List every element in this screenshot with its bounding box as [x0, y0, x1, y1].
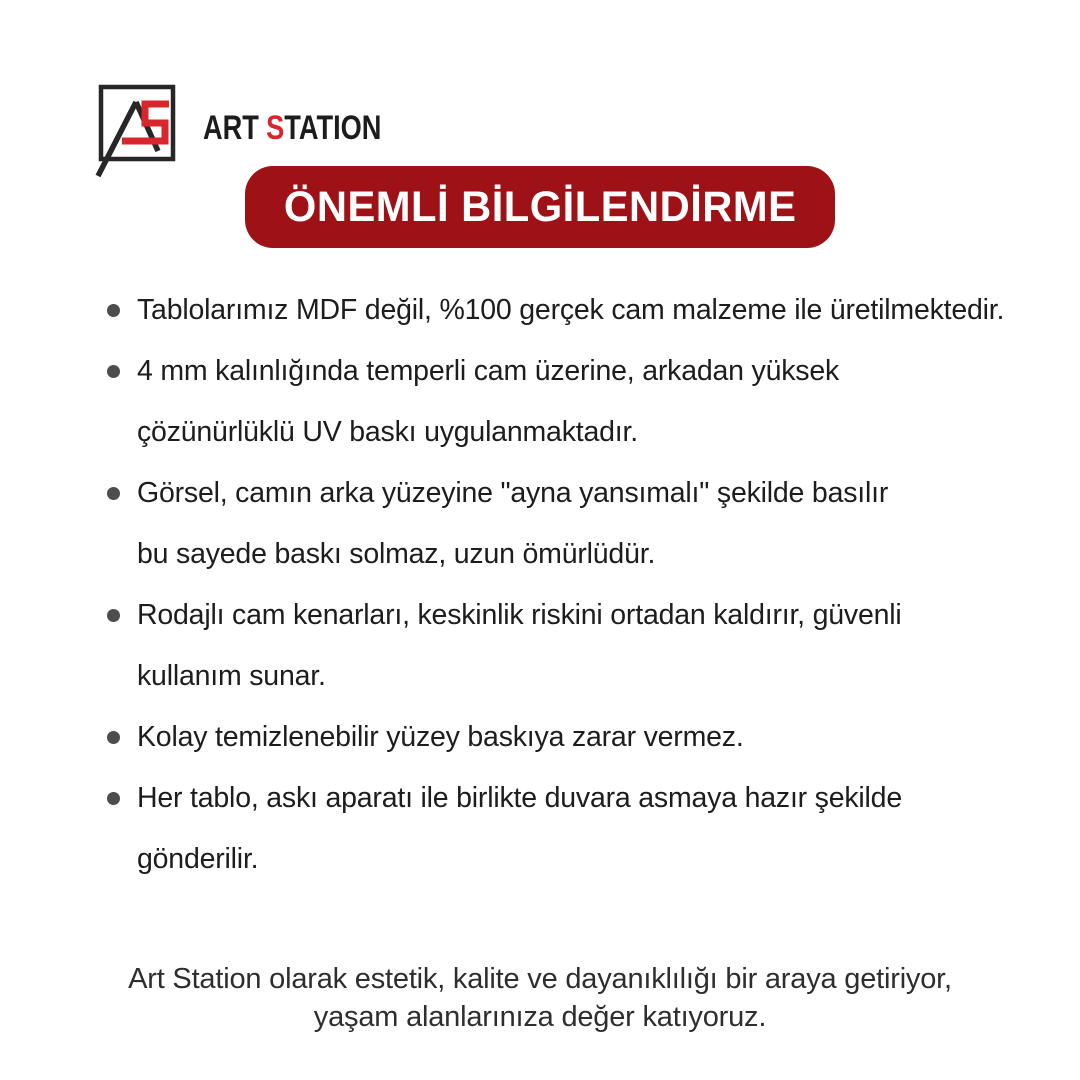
list-item	[107, 463, 1004, 585]
bullet-line: Rodajlı cam kenarları, keskinlik riskini ortadan kaldırır, güvenli	[137, 599, 902, 631]
bullet-text	[137, 707, 744, 768]
important-info-banner	[245, 166, 835, 248]
bullet-dot-icon	[107, 365, 120, 378]
brand-name-accent-s: S	[266, 108, 285, 147]
bullet-line: 4 mm kalınlığında temperli cam üzerine, arkadan yüksek	[137, 355, 840, 387]
bullet-line: kullanım sunar.	[137, 660, 326, 692]
bullet-text	[137, 585, 902, 707]
brand-header	[88, 78, 426, 178]
brand-name	[203, 109, 381, 148]
bullet-line: gönderilir.	[137, 843, 259, 875]
bullet-text	[137, 463, 888, 585]
bullet-dot-icon	[107, 487, 120, 500]
bullet-line: çözünürlüklü UV baskı uygulanmaktadır.	[137, 416, 638, 448]
footer	[0, 960, 1080, 1036]
list-item	[107, 280, 1004, 341]
bullet-text	[137, 341, 839, 463]
art-station-logo-icon	[88, 78, 188, 178]
bullet-text	[137, 280, 1004, 341]
footer-line: yaşam alanlarınıza değer katıyoruz.	[313, 1001, 767, 1033]
bullet-dot-icon	[107, 304, 120, 317]
banner-title: ÖNEMLİ BİLGİLENDİRME	[283, 182, 797, 231]
list-item	[107, 768, 1004, 890]
brand-name-tation: TATION	[284, 108, 382, 147]
bullet-line: Kolay temizlenebilir yüzey baskıya zarar vermez.	[137, 721, 744, 753]
brand-name-art: ART	[203, 108, 259, 147]
bullet-dot-icon	[107, 609, 120, 622]
footer-line: Art Station olarak estetik, kalite ve dayanıklılığı bir araya getiriyor,	[128, 963, 952, 995]
bullet-line: bu sayede baskı solmaz, uzun ömürlüdür.	[137, 538, 656, 570]
bullet-dot-icon	[107, 731, 120, 744]
info-list	[107, 280, 1004, 890]
list-item	[107, 707, 1004, 768]
bullet-line: Görsel, camın arka yüzeyine "ayna yansımalı" şekilde basılır	[137, 477, 889, 509]
list-item	[107, 585, 1004, 707]
bullet-text	[137, 768, 902, 890]
list-item	[107, 341, 1004, 463]
bullet-line: Her tablo, askı aparatı ile birlikte duvara asmaya hazır şekilde	[137, 782, 902, 814]
bullet-dot-icon	[107, 792, 120, 805]
bullet-line: Tablolarımız MDF değil, %100 gerçek cam malzeme ile üretilmektedir.	[137, 294, 1005, 326]
